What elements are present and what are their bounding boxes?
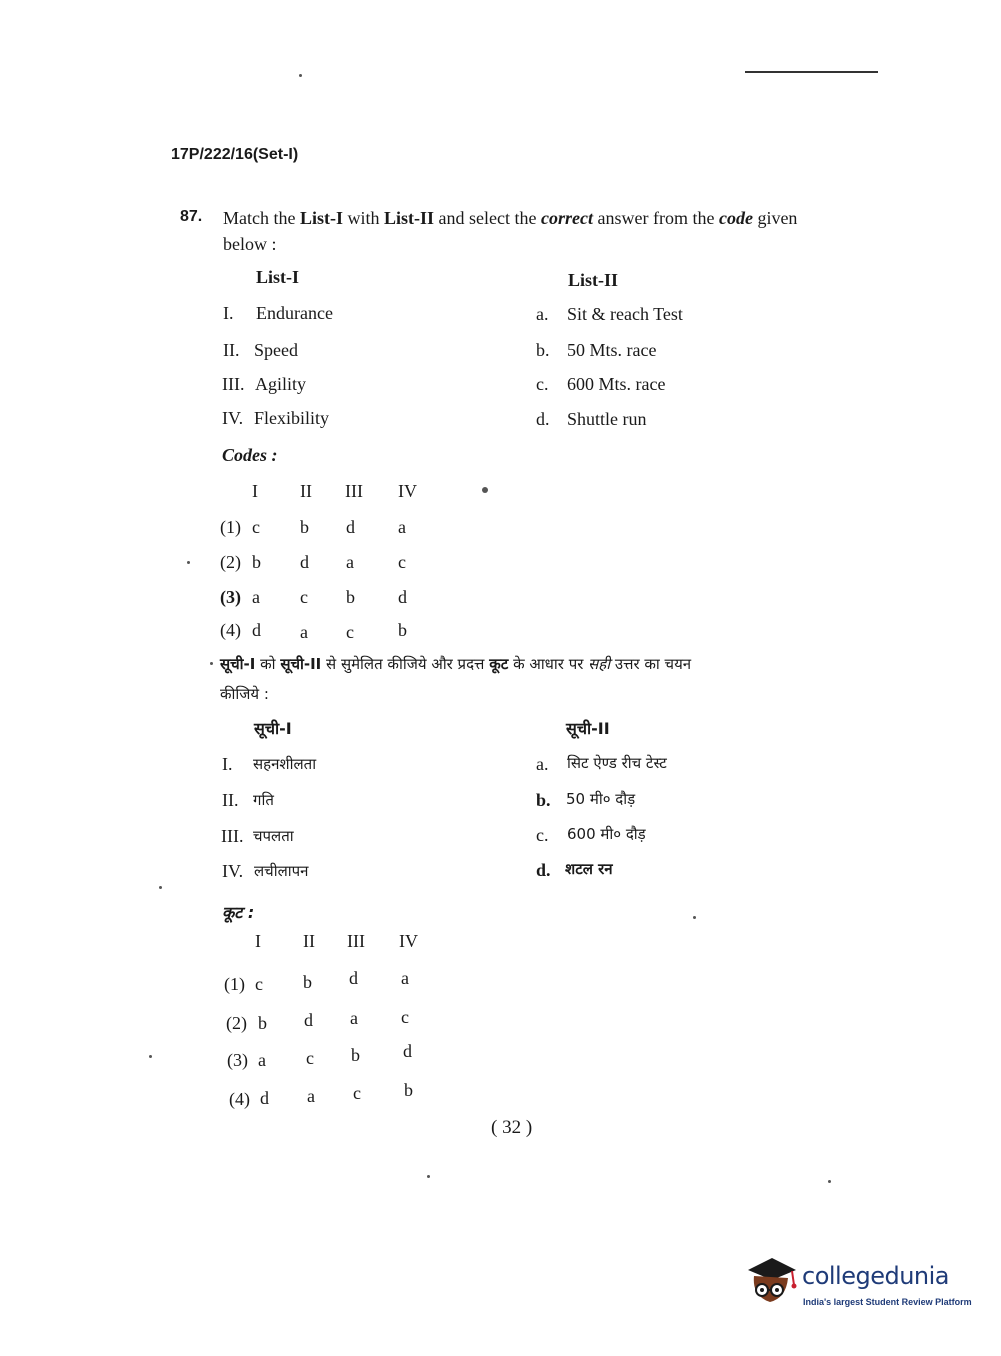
stem-part: answer from the <box>592 208 719 228</box>
code-option: (3) <box>227 1050 248 1070</box>
brand-name: collegedunia <box>802 1262 950 1290</box>
code-cell: c <box>252 517 260 537</box>
code-cell: c <box>346 622 354 642</box>
list1-item-num: II. <box>222 790 239 810</box>
code-option: (1) <box>220 517 241 537</box>
list1-item-num: I. <box>222 754 233 774</box>
list1-item-text: लचीलापन <box>254 862 309 880</box>
list2-item-text: 50 Mts. race <box>567 340 657 360</box>
code-cell: d <box>398 587 407 607</box>
code-option: (4) <box>220 620 241 640</box>
page-number: ( 32 ) <box>491 1117 533 1138</box>
code-option: (4) <box>229 1089 250 1109</box>
code-header: III <box>345 481 363 501</box>
code-cell: b <box>404 1080 413 1100</box>
list2-item-letter: b. <box>536 340 550 360</box>
code-cell: d <box>252 620 261 640</box>
code-option: (2) <box>220 552 241 572</box>
list1-item-text: Endurance <box>256 303 333 323</box>
stem-part-code: code <box>718 208 753 228</box>
code-cell: c <box>300 587 308 607</box>
code-cell: b <box>351 1045 360 1065</box>
paper-code: 17P/222/16(Set-I) <box>171 146 299 163</box>
code-cell: d <box>346 517 355 537</box>
list2-item-letter: d. <box>536 409 550 429</box>
code-cell: a <box>252 587 260 607</box>
stem-part-hi-list1: सूची-I <box>220 655 256 673</box>
stem-part: Match the <box>223 208 300 228</box>
stem-part-list1: List-I <box>299 208 343 228</box>
code-cell: d <box>300 552 309 572</box>
brand-tagline: India's largest Student Review Platform <box>803 1297 972 1307</box>
question-stem-en-line2: below : <box>223 234 277 254</box>
code-cell: d <box>403 1041 412 1061</box>
code-cell: b <box>258 1013 267 1033</box>
code-cell: b <box>252 552 261 572</box>
code-cell: b <box>300 517 309 537</box>
list2-item-text: सिट ऐण्ड रीच टेस्ट <box>567 754 667 772</box>
list1-item-text: Agility <box>255 374 307 394</box>
codes-label-hi: कूट : <box>222 903 255 922</box>
code-cell: a <box>346 552 354 572</box>
code-cell: d <box>304 1010 313 1030</box>
list2-item-letter: c. <box>536 374 549 394</box>
scan-speck <box>299 74 302 77</box>
code-cell: a <box>398 517 406 537</box>
header-rule <box>745 71 878 73</box>
list1-item-num: IV. <box>222 861 244 881</box>
code-header: II <box>303 931 315 951</box>
code-cell: c <box>401 1007 409 1027</box>
list2-item-letter: b. <box>536 790 551 810</box>
collegedunia-watermark <box>742 1252 972 1312</box>
stem-part-hi: को <box>255 655 281 673</box>
list1-item-text: गति <box>253 791 274 809</box>
mascot-icon <box>742 1252 800 1310</box>
list2-heading-en: List-II <box>568 270 619 290</box>
list1-heading-hi: सूची-I <box>254 719 292 738</box>
code-option: (1) <box>224 974 245 994</box>
code-cell: c <box>306 1048 314 1068</box>
list2-item-text: शटल रन <box>565 860 613 878</box>
code-option: (3) <box>220 587 241 607</box>
list1-item-num: III. <box>222 374 245 394</box>
list1-item-num: IV. <box>222 408 244 428</box>
code-cell: a <box>307 1086 315 1106</box>
code-cell: b <box>398 620 407 640</box>
code-cell: a <box>258 1050 266 1070</box>
list2-item-text: 50 मी० दौड़ <box>566 790 636 808</box>
code-cell: b <box>303 972 312 992</box>
list1-item-text: Speed <box>254 340 298 360</box>
scan-speck <box>693 916 696 919</box>
code-cell: a <box>401 968 409 988</box>
code-header: IV <box>398 481 417 501</box>
list1-item-num: III. <box>221 826 244 846</box>
list1-heading-en: List-I <box>256 267 300 287</box>
stem-part-hi: से सुमेलित कीजिये और प्रदत्त <box>321 655 490 673</box>
list1-item-text: Flexibility <box>254 408 330 428</box>
list2-item-letter: c. <box>536 825 549 845</box>
code-cell: c <box>398 552 406 572</box>
question-stem-hi-line1 <box>220 650 691 678</box>
code-header: I <box>255 931 261 951</box>
stem-part-hi-sahi: सही <box>588 655 611 673</box>
code-option: (2) <box>226 1013 247 1033</box>
list1-item-text: चपलता <box>253 827 294 845</box>
list2-heading-hi: सूची-II <box>566 719 610 738</box>
scan-speck <box>187 561 190 564</box>
scan-speck <box>482 487 488 493</box>
code-header: II <box>300 481 312 501</box>
stem-part-hi-list2: सूची-II <box>280 655 322 673</box>
stem-part: given <box>752 208 798 228</box>
list2-item-text: Shuttle run <box>567 409 647 429</box>
code-cell: b <box>346 587 355 607</box>
list1-item-text: सहनशीलता <box>253 755 317 773</box>
code-cell: d <box>349 968 358 988</box>
code-cell: c <box>255 974 263 994</box>
code-cell: a <box>300 622 308 642</box>
list2-item-text: Sit & reach Test <box>567 304 683 324</box>
question-stem-hi-line2: कीजिये : <box>220 685 269 703</box>
list1-item-num: II. <box>223 340 240 360</box>
code-cell: d <box>260 1088 269 1108</box>
code-header: III <box>347 931 365 951</box>
list1-item-num: I. <box>223 303 234 323</box>
stem-part: and select the <box>434 208 541 228</box>
scan-speck <box>159 886 162 889</box>
list2-item-letter: a. <box>536 754 549 774</box>
list2-item-letter: d. <box>536 860 551 880</box>
stem-part-correct: correct <box>541 208 593 228</box>
code-cell: c <box>353 1083 361 1103</box>
scan-speck <box>210 662 213 665</box>
list2-item-letter: a. <box>536 304 549 324</box>
stem-part-list2: List-II <box>384 208 435 228</box>
stem-part: with <box>343 208 385 228</box>
code-cell: a <box>350 1008 358 1028</box>
list2-item-text: 600 मी० दौड़ <box>567 825 646 843</box>
stem-part-hi: उत्तर का चयन <box>610 655 692 673</box>
question-number: 87. <box>180 208 203 225</box>
scan-speck <box>149 1055 152 1058</box>
stem-part-hi: के आधार पर <box>508 655 589 673</box>
codes-label-en: Codes : <box>222 445 278 465</box>
question-stem-en-line1 <box>223 205 797 231</box>
scan-speck <box>427 1175 430 1178</box>
code-header: IV <box>399 931 418 951</box>
code-header: I <box>252 481 258 501</box>
list2-item-text: 600 Mts. race <box>567 374 666 394</box>
stem-part-hi-kut: कूट <box>489 655 509 673</box>
scan-speck <box>828 1180 831 1183</box>
